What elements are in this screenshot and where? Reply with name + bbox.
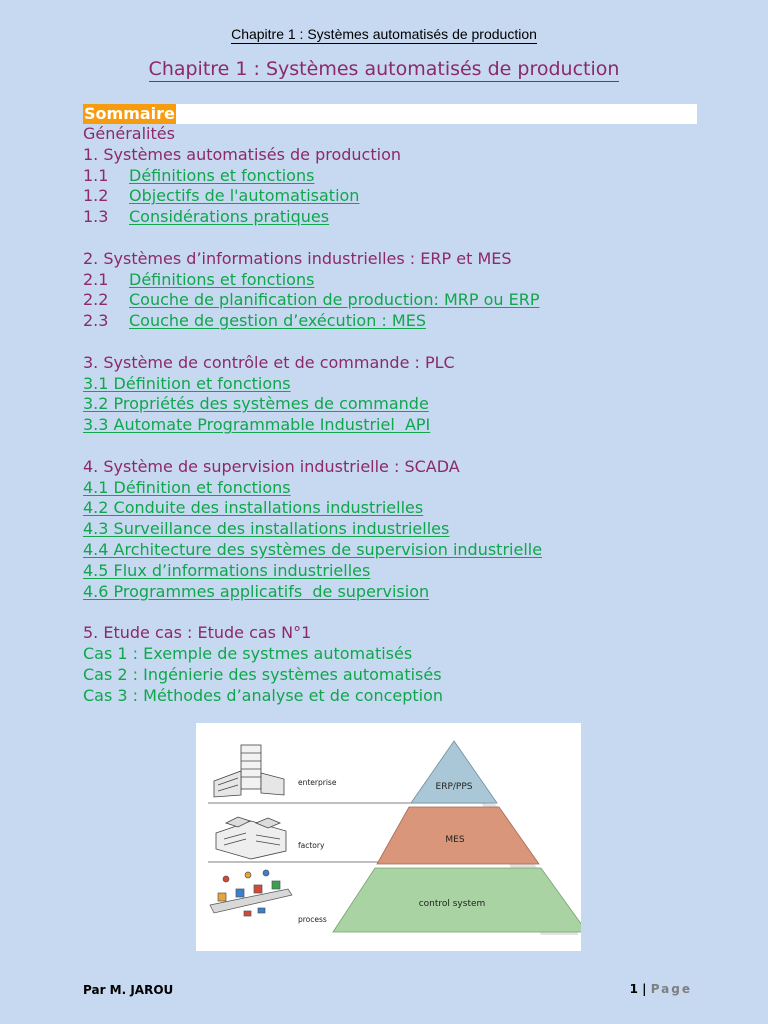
footer-author: Par M. JAROU xyxy=(83,983,174,997)
page-separator: | xyxy=(642,982,647,996)
section-4-heading: 4. Système de supervision industrielle : SCADA xyxy=(83,456,460,476)
factory-building-icon xyxy=(216,817,286,859)
page-title-text: Chapitre 1 : Systèmes automatisés de production xyxy=(148,58,620,80)
toc-item-1-3[interactable] xyxy=(83,207,703,228)
level-label-factory: factory xyxy=(298,841,325,850)
toc-link-4-6[interactable]: 4.6 Programmes applicatifs de supervision xyxy=(83,581,430,601)
sommaire-label: Sommaire xyxy=(84,104,175,123)
section-5-heading: 5. Etude cas : Etude cas N°1 xyxy=(83,623,312,643)
automation-pyramid-figure xyxy=(196,723,581,951)
pyramid-diagram xyxy=(196,723,581,951)
section-2-heading: 2. Systèmes d’informations industrielles : ERP et MES xyxy=(83,248,512,268)
toc-link[interactable]: Objectifs de l'automatisation xyxy=(129,186,360,206)
toc-link[interactable]: Couche de planification de production: MRP ou ERP xyxy=(129,290,540,310)
pyramid-label-control: control system xyxy=(418,899,486,909)
table-of-contents xyxy=(83,104,703,706)
pyramid-label-erp: ERP/PPS xyxy=(435,782,473,792)
toc-link-4-4[interactable]: 4.4 Architecture des systèmes de supervision industrielle xyxy=(83,539,543,559)
toc-link-4-5[interactable]: 4.5 Flux d’informations industrielles xyxy=(83,560,371,580)
toc-item-number: 1.3 xyxy=(83,207,109,227)
case-1: Cas 1 : Exemple de systmes automatisés xyxy=(83,643,413,663)
running-header xyxy=(0,26,768,42)
toc-item-number: 2.2 xyxy=(83,290,109,310)
toc-item-1-1[interactable] xyxy=(83,166,703,187)
generalites-heading: Généralités xyxy=(83,124,175,143)
section-3-heading: 3. Système de contrôle et de commande : PLC xyxy=(83,352,455,372)
toc-link-4-3[interactable]: 4.3 Surveillance des installations industrielles xyxy=(83,519,450,539)
toc-item-2-1[interactable] xyxy=(83,270,703,291)
toc-item-number: 2.3 xyxy=(83,311,109,331)
footer-page-number xyxy=(630,982,692,996)
process-line-icon xyxy=(210,870,292,916)
section-1-heading: 1. Systèmes automatisés de production xyxy=(83,144,401,164)
running-header-text: Chapitre 1 : Systèmes automatisés de production xyxy=(231,26,537,42)
toc-item-number: 1.2 xyxy=(83,186,109,206)
sommaire-bar xyxy=(83,104,697,124)
page-number: 1 xyxy=(629,982,638,996)
toc-link-3-1[interactable]: 3.1 Définition et fonctions xyxy=(83,373,291,393)
toc-link-3-2[interactable]: 3.2 Propriétés des systèmes de commande xyxy=(83,394,429,414)
toc-item-number: 2.1 xyxy=(83,269,109,289)
toc-item-1-2[interactable] xyxy=(83,186,703,207)
toc-link[interactable]: Définitions et fonctions xyxy=(129,165,315,185)
enterprise-building-icon xyxy=(214,745,284,797)
toc-item-number: 1.1 xyxy=(83,165,109,185)
spacer xyxy=(83,602,703,623)
toc-item-2-2[interactable] xyxy=(83,290,703,311)
pyramid-layer-erp xyxy=(411,741,497,803)
page-word: Page xyxy=(650,982,692,996)
toc-link[interactable]: Couche de gestion d’exécution : MES xyxy=(129,311,426,331)
toc-link[interactable]: Définitions et fonctions xyxy=(129,269,315,289)
toc-link-3-3[interactable]: 3.3 Automate Programmable Industriel API xyxy=(83,415,431,435)
toc-link-4-1[interactable]: 4.1 Définition et fonctions xyxy=(83,477,291,497)
spacer xyxy=(83,436,703,457)
toc-link-4-2[interactable]: 4.2 Conduite des installations industrielles xyxy=(83,498,424,518)
spacer xyxy=(83,332,703,353)
page-title xyxy=(0,58,768,80)
level-label-process: process xyxy=(298,915,327,924)
toc-item-2-3[interactable] xyxy=(83,311,703,332)
toc-link[interactable]: Considérations pratiques xyxy=(129,207,330,227)
pyramid-label-mes: MES xyxy=(445,835,465,845)
case-3: Cas 3 : Méthodes d’analyse et de conception xyxy=(83,685,444,705)
case-2: Cas 2 : Ingénierie des systèmes automatisés xyxy=(83,664,442,684)
level-label-enterprise: enterprise xyxy=(298,778,337,787)
spacer xyxy=(83,228,703,249)
